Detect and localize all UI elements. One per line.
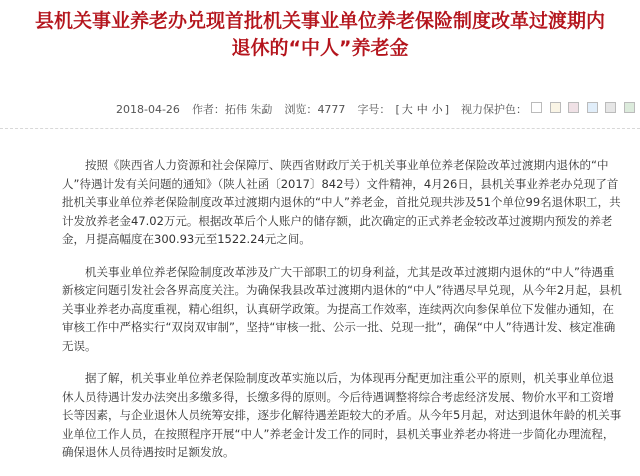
font-size-small-button[interactable]: 小 <box>431 103 443 116</box>
font-size-medium-button[interactable]: 中 <box>416 103 428 116</box>
article-meta-bar <box>116 100 635 118</box>
eye-color-swatch-2[interactable] <box>550 102 561 113</box>
views-label: 浏览： <box>284 103 318 116</box>
eye-protection-label: 视力保护色： <box>461 103 528 116</box>
views-count: 4777 <box>317 102 346 116</box>
article-title-line-2: 退休的“中人”养老金 <box>231 37 409 59</box>
eye-color-swatch-6[interactable] <box>624 102 635 113</box>
font-size-bracket-open: [ <box>395 102 400 116</box>
meta-divider <box>0 128 640 129</box>
font-size-label: 字号： <box>357 103 391 116</box>
eye-color-swatch-4[interactable] <box>587 102 598 113</box>
eye-color-swatch-1[interactable] <box>531 102 542 113</box>
article-title-line-1: 县机关事业养老办兑现首批机关事业单位养老保险制度改革过渡期内 <box>34 10 605 32</box>
eye-protection-swatches <box>527 102 635 116</box>
article-paragraph-2: 机关事业单位养老保险制度改革涉及广大干部职工的切身利益，尤其是改革过渡期内退休的“中人”待遇重新核定问题引发社会各界高度关注。为确保我县改革过渡期内退休的“中人”待遇尽早兑现，从今年2月起，县机关事业养老办高度重视，精心组织，认真研学政策。为提高工作效率，连续两次向参保单位下发催办通知，在审核工作中严格实行“双岗双审制”，坚持“审核一批、公示一批、兑现一批”，确保“中人”待遇计发、核定准确无误。 <box>62 264 622 353</box>
eye-color-swatch-3[interactable] <box>568 102 579 113</box>
article-paragraph-1: 按照《陕西省人力资源和社会保障厅、陕西省财政厅关于机关事业单位养老保险改革过渡期内退休的“中人”待遇计发有关问题的通知》（陕人社函〔2017〕842号）文件精神，4月26日，县机关事业养老办兑现了首批机关事业单位养老保险制度改革过渡期内退休的“中人”养老金，首批兑现共涉及51个单位99名退休职工，共计发放养老金47.02万元。根据改革后个人账户的储存额，此次确定的正式养老金较改革过渡期内预发的养老金，月提高幅度在300.93元至1522.24元之间。 <box>62 158 621 246</box>
article-title <box>0 8 640 62</box>
font-size-bracket-close: ] <box>444 102 450 116</box>
author-label: 作者： <box>191 103 225 116</box>
article-body <box>62 156 622 476</box>
author-name: 拓伟 朱勐 <box>224 103 273 116</box>
font-size-large-button[interactable]: 大 <box>401 103 413 116</box>
article-paragraph-3: 据了解，机关事业单位养老保险制度改革实施以后，为体现再分配更加注重公平的原则，机关事业单位退休人员待遇计发办法突出多缴多得，长缴多得的原则。今后待遇调整将综合考虑经济发展、物价水平和工资增长等因素，与企业退休人员统筹安排，逐步化解待遇差距较大的矛盾。从今年5月起，对达到退休年龄的机关事业单位工作人员，在按照程序开展“中人”养老金计发工作的同时，县机关事业养老办将进一步简化办理流程，确保退休人员待遇按时足额发放。 <box>62 371 622 459</box>
eye-color-swatch-5[interactable] <box>605 102 616 113</box>
publish-date: 2018-04-26 <box>116 102 180 116</box>
